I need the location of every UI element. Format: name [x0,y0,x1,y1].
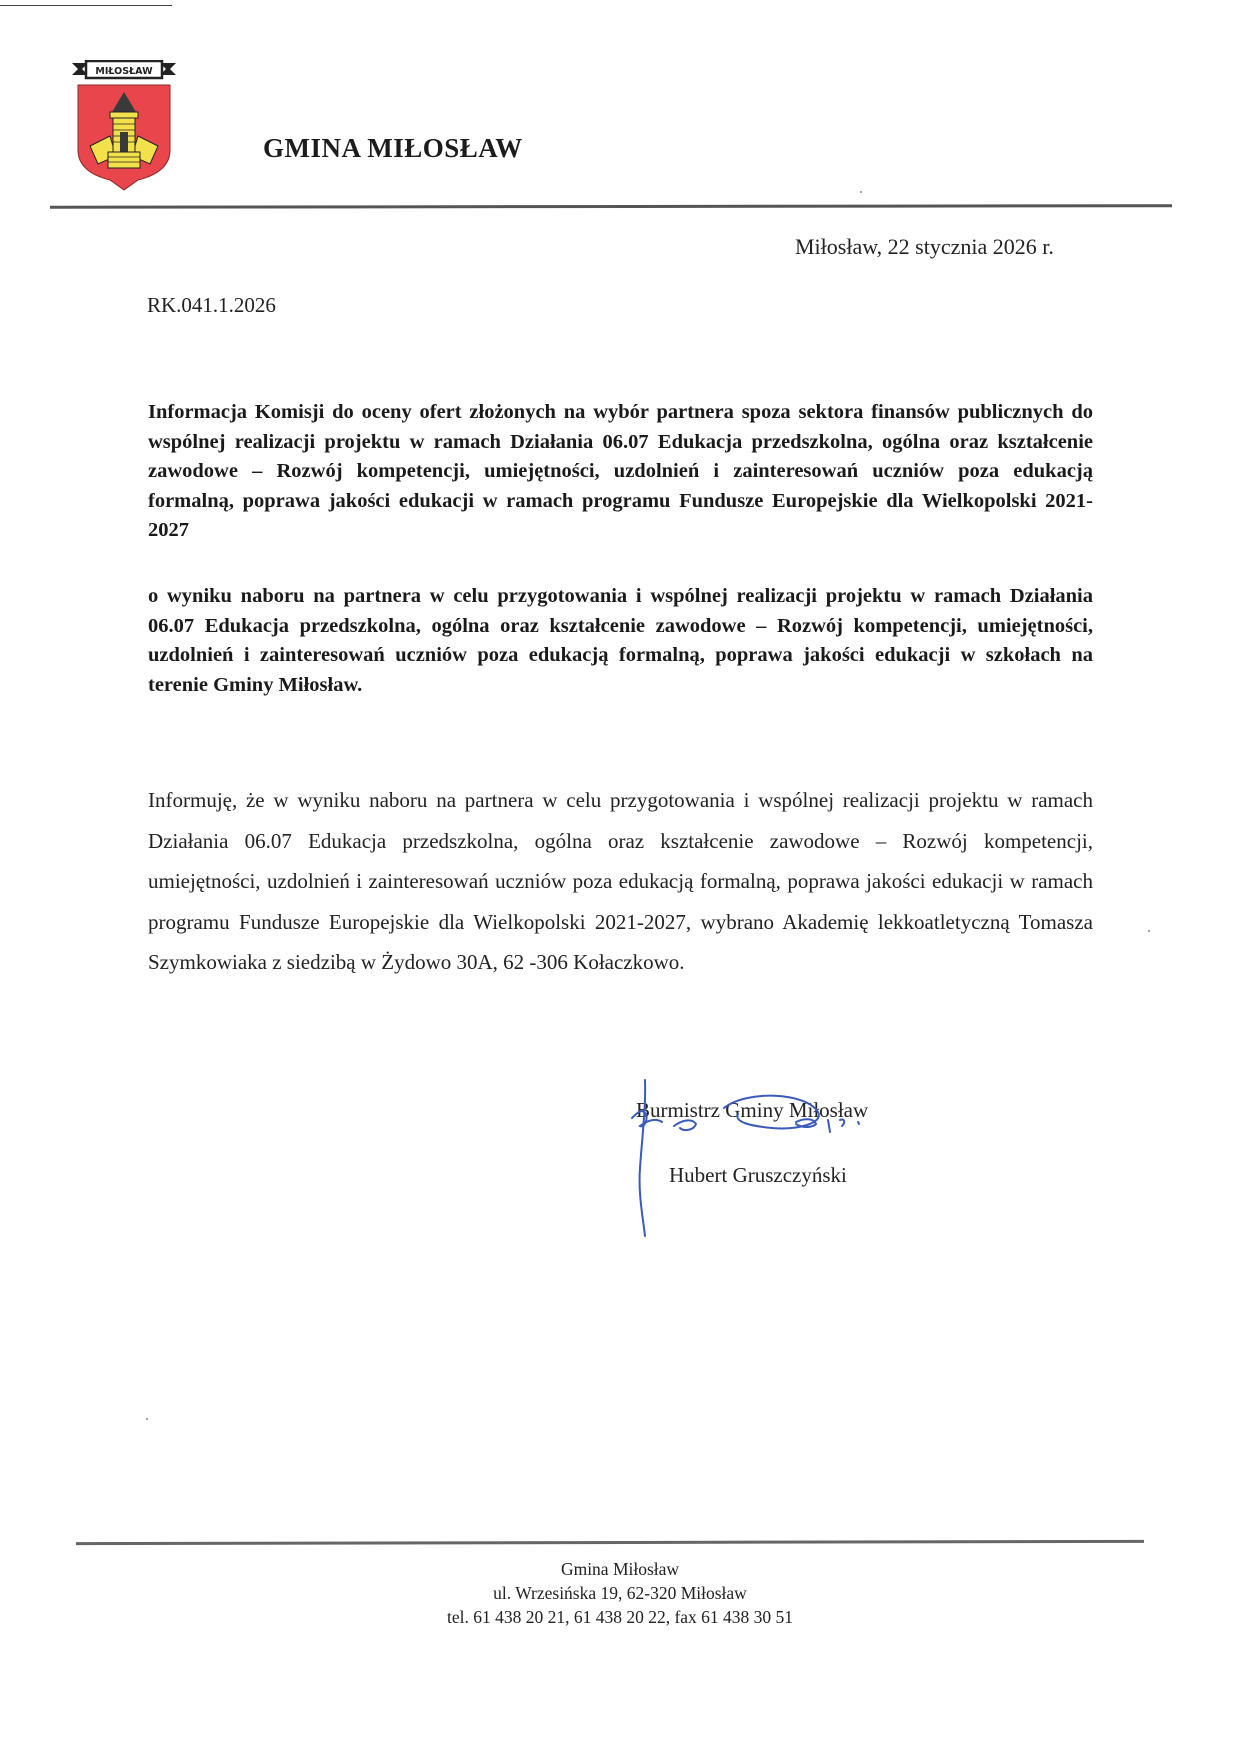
document-date: Miłosław, 22 stycznia 2026 r. [795,234,1054,259]
footer-contact [0,1557,1240,1629]
footer-phone-fax: tel. 61 438 20 21, 61 438 20 22, fax 61 438 30 51 [446,1607,794,1627]
document-subtitle: o wyniku naboru na partnera w celu przygotowania i wspólnej realizacji projektu w ramach Działania 06.07 Edukacja przedszkolna, ogólna oraz kształcenie zawodowe – Rozwój kompetencji, umiejętności, uzdolnień i zainteresowań uczniów poza edukacją formalną, poprawa jakości edukacji w szkołach na terenie Gminy Miłosław. [148,585,1093,696]
handwritten-signature-icon [596,1068,916,1238]
scan-speck [146,1418,148,1420]
coat-of-arms-icon [68,60,180,192]
footer-address: ul. Wrzesińska 19, 62-320 Miłosław [493,1583,747,1603]
footer-divider [76,1540,1144,1545]
scan-speck [860,191,862,193]
scan-artifact-line [0,5,172,6]
header-divider [50,204,1172,209]
reference-number: RK.041.1.2026 [147,293,276,317]
body-paragraph: Informuję, że w wyniku naboru na partnera w celu przygotowania i wspólnej realizacji projektu w ramach Działania 06.07 Edukacja przedszkolna, ogólna oraz kształcenie zawodowe – Rozwój kompetencji, umiejętności, uzdolnień i zainteresowań uczniów poza edukacją formalną, poprawa jakości edukacji w ramach programu Fundusze Europejskie dla Wielkopolski 2021-2027, wybrano Akademię lekkoatletyczną Tomasza Szymkowiaka z siedzibą w Żydowo 30A, 62 -306 Kołaczkowo. [148,788,1093,974]
signatory-title: Burmistrz Gminy Miłosław [636,1098,869,1122]
organization-name: GMINA MIŁOSŁAW [263,133,523,163]
signatory-name: Hubert Gruszczyński [669,1163,847,1187]
scan-speck [1148,930,1150,932]
footer-org-name: Gmina Miłosław [560,1559,680,1579]
document-title: Informacja Komisji do oceny ofert złożonych na wybór partnera spoza sektora finansów publicznych do wspólnej realizacji projektu w ramach Działania 06.07 Edukacja przedszkolna, ogólna oraz kształcenie zawodowe – Rozwój kompetencji, umiejętności, uzdolnień i zainteresowań uczniów poza edukacją formalną, poprawa jakości edukacji w ramach programu Fundusze Europejskie dla Wielkopolski 2021-2027 [148,401,1093,541]
crest-banner-text: MIŁOSŁAW [95,66,153,77]
